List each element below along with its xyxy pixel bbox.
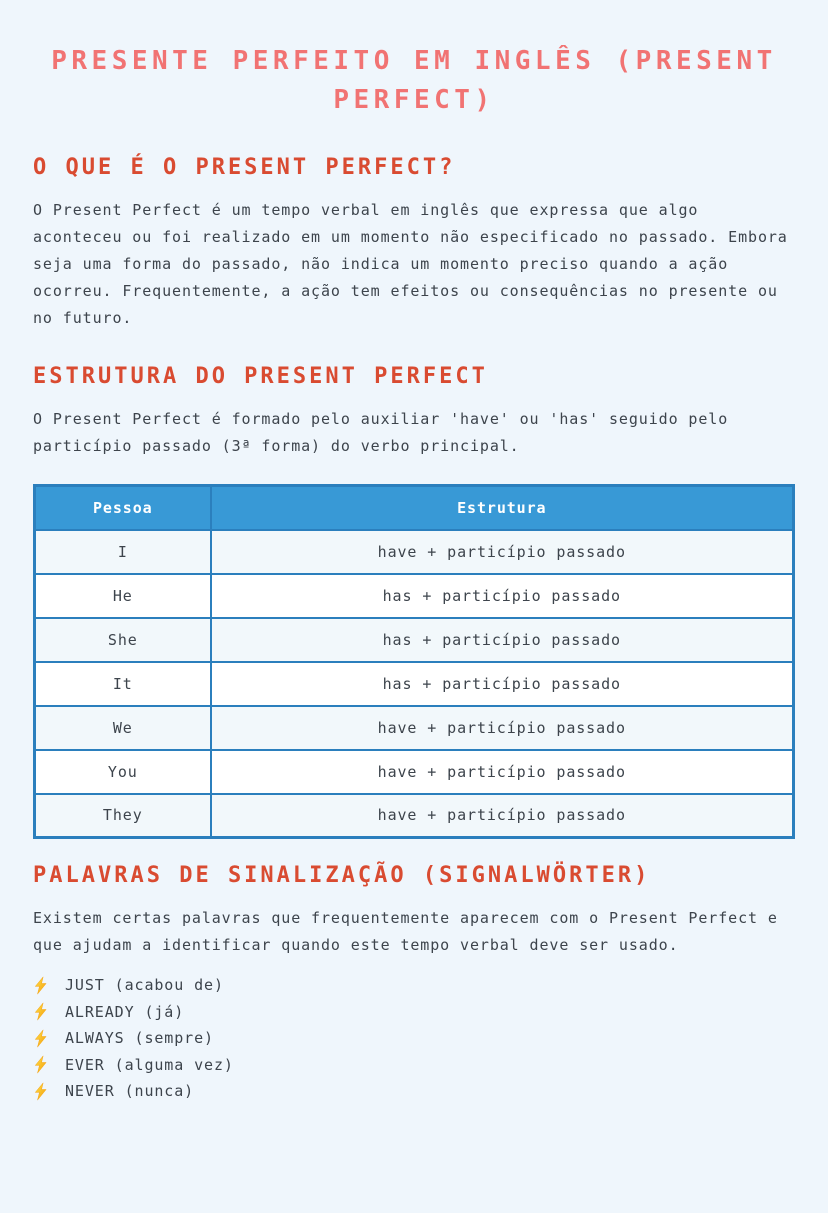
structure-table-head (35, 486, 794, 530)
section-signal-words (33, 863, 795, 1105)
list-item-label: JUST (acabou de) (65, 976, 224, 995)
list-item (33, 1052, 795, 1079)
page-title: PRESENTE PERFEITO EM INGLÊS (PRESENT PERFECT) (51, 46, 777, 115)
table-header-person: Pessoa (35, 486, 211, 530)
lightning-icon (33, 976, 48, 995)
list-item-label: ALWAYS (sempre) (65, 1029, 214, 1048)
section-what-is (33, 155, 795, 332)
table-header-row (35, 486, 794, 530)
list-item (33, 1025, 795, 1052)
table-row (35, 574, 794, 618)
lightning-icon (33, 1055, 48, 1074)
table-row (35, 750, 794, 794)
paragraph-structure: O Present Perfect é formado pelo auxiliar 'have' ou 'has' seguido pelo particípio passado (3ª forma) do verbo principal. (33, 410, 729, 455)
person-cell: It (35, 662, 211, 706)
structure-cell: have + particípio passado (211, 794, 794, 838)
list-item (33, 972, 795, 999)
lightning-icon (33, 1002, 48, 1021)
table-row (35, 662, 794, 706)
structure-cell: have + particípio passado (211, 706, 794, 750)
person-cell: We (35, 706, 211, 750)
structure-cell: have + particípio passado (211, 530, 794, 574)
lightning-icon (33, 1029, 48, 1048)
section-heading-what-is: O QUE É O PRESENT PERFECT? (33, 155, 456, 180)
structure-cell: have + particípio passado (211, 750, 794, 794)
section-structure (33, 364, 795, 839)
person-cell: I (35, 530, 211, 574)
list-item-label: ALREADY (já) (65, 1002, 185, 1021)
table-header-structure: Estrutura (211, 486, 794, 530)
structure-table (33, 484, 795, 839)
structure-table-body (35, 530, 794, 838)
table-row (35, 706, 794, 750)
structure-cell: has + particípio passado (211, 618, 794, 662)
table-row (35, 530, 794, 574)
list-item (33, 1078, 795, 1105)
section-heading-signal-words: PALAVRAS DE SINALIZAÇÃO (SIGNALWÖRTER) (33, 863, 651, 888)
paragraph-signal-words: Existem certas palavras que frequentemente aparecem com o Present Perfect e que ajudam a identificar quando este tempo verbal deve ser usado. (33, 909, 778, 954)
person-cell: He (35, 574, 211, 618)
structure-cell: has + particípio passado (211, 574, 794, 618)
person-cell: You (35, 750, 211, 794)
list-item-label: EVER (alguma vez) (65, 1055, 234, 1074)
person-cell: She (35, 618, 211, 662)
structure-cell: has + particípio passado (211, 662, 794, 706)
paragraph-what-is: O Present Perfect é um tempo verbal em inglês que expressa que algo aconteceu ou foi realizado em um momento não especificado no passado. Embora seja uma forma do passado, não indica um momento preciso quando a ação ocorreu. Frequentemente, a ação tem efeitos ou consequências no presente ou no futuro. (33, 201, 788, 327)
person-cell: They (35, 794, 211, 838)
table-row (35, 794, 794, 838)
document-page (0, 42, 828, 1213)
list-item-label: NEVER (nunca) (65, 1082, 195, 1101)
list-item (33, 999, 795, 1026)
section-heading-structure: ESTRUTURA DO PRESENT PERFECT (33, 364, 488, 389)
lightning-icon (33, 1082, 48, 1101)
table-row (35, 618, 794, 662)
signal-words-list (33, 972, 795, 1105)
